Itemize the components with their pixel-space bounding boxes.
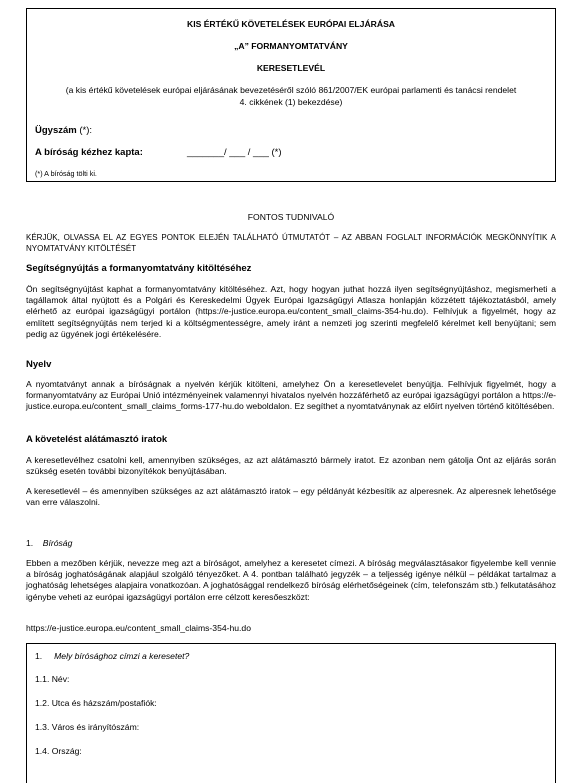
section-1-heading (26, 538, 72, 548)
received-value: _______/ ___ / ___ (*) (187, 147, 282, 158)
form-title: KIS ÉRTÉKŰ KÖVETELÉSEK EURÓPAI ELJÁRÁSA (186, 19, 396, 29)
section-1-title: Bíróság (42, 538, 73, 548)
regulation-reference-line2: 4. cikkének (1) bekezdése) (239, 97, 343, 107)
court-question (35, 651, 189, 661)
court-city-field[interactable]: 1.3. Város és irányítószám: (35, 722, 140, 732)
documents-heading: A követelést alátámasztó iratok (26, 434, 168, 445)
documents-text-1: A keresetlevélhez csatolni kell, amennyiben szükséges, az azt alátámasztó bármely iratot. Ez azonban nem gátolja Önt az eljárás során szükség esetén további bizonyítékok benyújtásában. (26, 455, 556, 477)
case-number-field (35, 125, 92, 136)
regulation-reference-line1: (a kis értékű követelések európai eljárásának bevezetéséről szóló 861/2007/EK európai parlamenti és tanácsi rendelet (65, 85, 517, 95)
court-street-field[interactable]: 1.2. Utca és házszám/postafiók: (35, 698, 157, 708)
footnote: (*) A bíróság tölti ki. (35, 169, 97, 178)
form-type: KERESETLEVÉL (256, 63, 326, 73)
case-number-mark: (*): (79, 125, 93, 136)
case-number-label: Ügyszám (35, 125, 77, 136)
help-heading: Segítségnyújtás a formanyomtatvány kitöltéséhez (26, 263, 252, 274)
section-1-text: Ebben a mezőben kérjük, nevezze meg azt a bíróságot, amelyhez a keresetet címezi. A bíróság megválasztásakor figyelembe kell vennie a bíróság joghatóságának alapjául szolgáló tényezőket. A 4. pontban található jegyzék – a teljesség igénye nélkül – példákat tartalmaz a joghatóság lehetséges alapjaira vonatkozóan. A joghatósággal rendelkező bíróság elérhetőségeinek (cím, telefonszám stb.) felkutatásához igénybe veheti az európai igazságügyi portálon erre célzott keresőeszközt: (26, 558, 556, 602)
notice-caps-text: KÉRJÜK, OLVASSA EL AZ EGYES PONTOK ELEJÉN TALÁLHATÓ ÚTMUTATÓT – AZ ABBAN FOGLALT INFORMÁCIÓK MEGKÖNNYÍTIK A NYOMTATVÁNY KITÖLTÉSÉT (26, 233, 556, 253)
language-heading: Nyelv (26, 359, 52, 370)
court-name-field[interactable]: 1.1. Név: (35, 674, 70, 684)
court-question-text: Mely bírósághoz címzi a keresetet? (54, 651, 190, 661)
notice-heading: FONTOS TUDNIVALÓ (247, 212, 335, 222)
court-form-box (26, 643, 556, 783)
section-1-number: 1. (26, 538, 34, 548)
header-box (26, 8, 556, 182)
language-text: A nyomtatványt annak a bíróságnak a nyelvén kérjük kitölteni, amelyhez Ön a keresetlevelet benyújtja. Felhívjuk figyelmét, hogy a formanyomtatvány az Európai Unió intézményeinek valamennyi hivatalos nyelvén hozzáférhető az európai igazságügyi portálon a https://e-justice.europa.eu/content_small_claims_forms-177-hu.do weboldalon. Ez segíthet a nyomtatványnak az előírt nyelven történő kitöltésében. (26, 379, 556, 412)
court-country-field[interactable]: 1.4. Ország: (35, 746, 82, 756)
section-1-url: https://e-justice.europa.eu/content_small_claims-354-hu.do (26, 623, 251, 633)
court-question-number: 1. (35, 651, 43, 661)
help-text: Ön segítségnyújtást kaphat a formanyomtatvány kitöltéséhez. Azt, hogy hogyan juthat hozzá ilyen segítségnyújtáshoz, megismerheti a tagállamok által nyújtott és a Polgári és Kereskedelmi Ügyek Európai Igazságügyi Atlasza honlapján közzétett tájékoztatásból, amely elérhető az európai igazságügyi portálon (https://e-justice.europa.eu/content_small_claims-354-hu.do). Felhívjuk a figyelmét, hogy az említett segítségnyújtás nem terjed ki a költségmentességre, amely iránt a nemzeti jog szerinti megfelelő kérelmet kell benyújtani; sem pedig az ügyének jogi értékelésére. (26, 284, 556, 339)
form-letter: „A” FORMANYOMTATVÁNY (234, 41, 348, 51)
documents-text-2: A keresetlevél – és amennyiben szükséges az azt alátámasztó iratok – egy példányát kézbesítik az alperesnek. Az alperesnek lehetősége van erre válaszolni. (26, 486, 556, 508)
received-label: A bíróság kézhez kapta: (35, 147, 143, 158)
